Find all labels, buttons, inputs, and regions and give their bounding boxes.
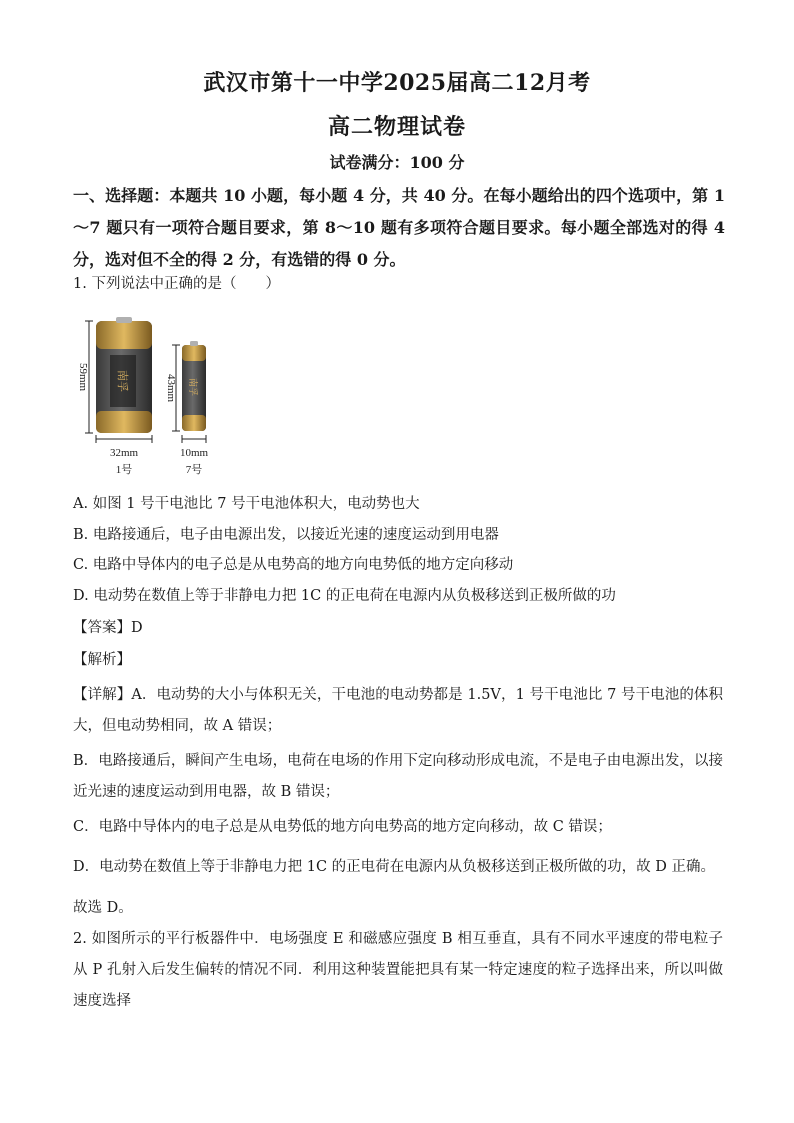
detail-b: B．电路接通后，瞬间产生电场，电荷在电场的作用下定向移动形成电流，不是电子由电源出发，以接近光速的速度运动到用电器，故 B 错误； xyxy=(73,753,723,800)
option-b: B. 电路接通后，电子由电源出发，以接近光速的速度运动到用电器 xyxy=(73,527,499,543)
battery-7-label: 7号 xyxy=(185,464,203,476)
conclusion: 故选 D。 xyxy=(73,900,133,916)
battery-1-icon xyxy=(96,317,152,433)
battery-figure xyxy=(72,315,232,481)
battery-1-label: 1号 xyxy=(115,464,133,476)
battery-7-width: 10mm xyxy=(179,447,209,459)
answer-line xyxy=(73,618,143,638)
question-2-stem: 2. 如图所示的平行板器件中．电场强度 E 和磁感应强度 B 相互垂直，具有不同水平速度的带电粒子从 P 孔射入后发生偏转的情况不同．利用这种装置能把具有某一特定速度的粒子选择出来，所以叫做速度选择 xyxy=(73,931,723,1009)
detail-d: D．电动势在数值上等于非静电力把 1C 的正电荷在电源内从负极移送到正极所做的功，故 D 正确。 xyxy=(73,859,716,875)
question-1-stem: 1. 下列说法中正确的是（ ） xyxy=(73,276,280,292)
answer-tag: 【答案】 xyxy=(73,620,131,636)
option-c: C. 电路中导体内的电子总是从电势高的地方向电势低的地方定向移动 xyxy=(73,557,514,573)
battery-7-height: 43mm xyxy=(165,373,177,403)
score-note: 试卷满分：100 分 xyxy=(329,153,465,172)
answer-value: D xyxy=(131,620,143,636)
option-a: A. 如图 1 号干电池比 7 号干电池体积大，电动势也大 xyxy=(73,496,420,512)
battery-1-height: 59mm xyxy=(77,362,89,392)
battery-1-width: 32mm xyxy=(109,447,139,459)
battery-7-brand: 南孚 xyxy=(188,377,198,397)
section-instruction: 一、选择题：本题共 10 小题，每小题 4 分，共 40 分。在每小题给出的四个选项中，第 1～7 题只有一项符合题目要求，第 8～10 题有多项符合题目要求。每小题全部选对的得 4 分，选对但不全的得 2 分，有选错的得 0 分。 xyxy=(73,186,725,269)
option-d: D. 电动势在数值上等于非静电力把 1C 的正电荷在电源内从负极移送到正极所做的功 xyxy=(73,588,616,604)
analysis-tag: 【解析】 xyxy=(73,652,131,668)
subject-title: 高二物理试卷 xyxy=(327,114,466,140)
battery-7-icon xyxy=(182,341,206,431)
detail-c: C．电路中导体内的电子总是从电势低的地方向电势高的地方定向移动，故 C 错误； xyxy=(73,819,612,835)
battery-1-brand: 南孚 xyxy=(116,370,128,392)
school-title: 武汉市第十一中学2025届高二12月考 xyxy=(203,70,591,96)
detail-a: 【详解】A．电动势的大小与体积无关，干电池的电动势都是 1.5V，1 号干电池比 7 号干电池的体积大，但电动势相同，故 A 错误； xyxy=(73,687,723,734)
